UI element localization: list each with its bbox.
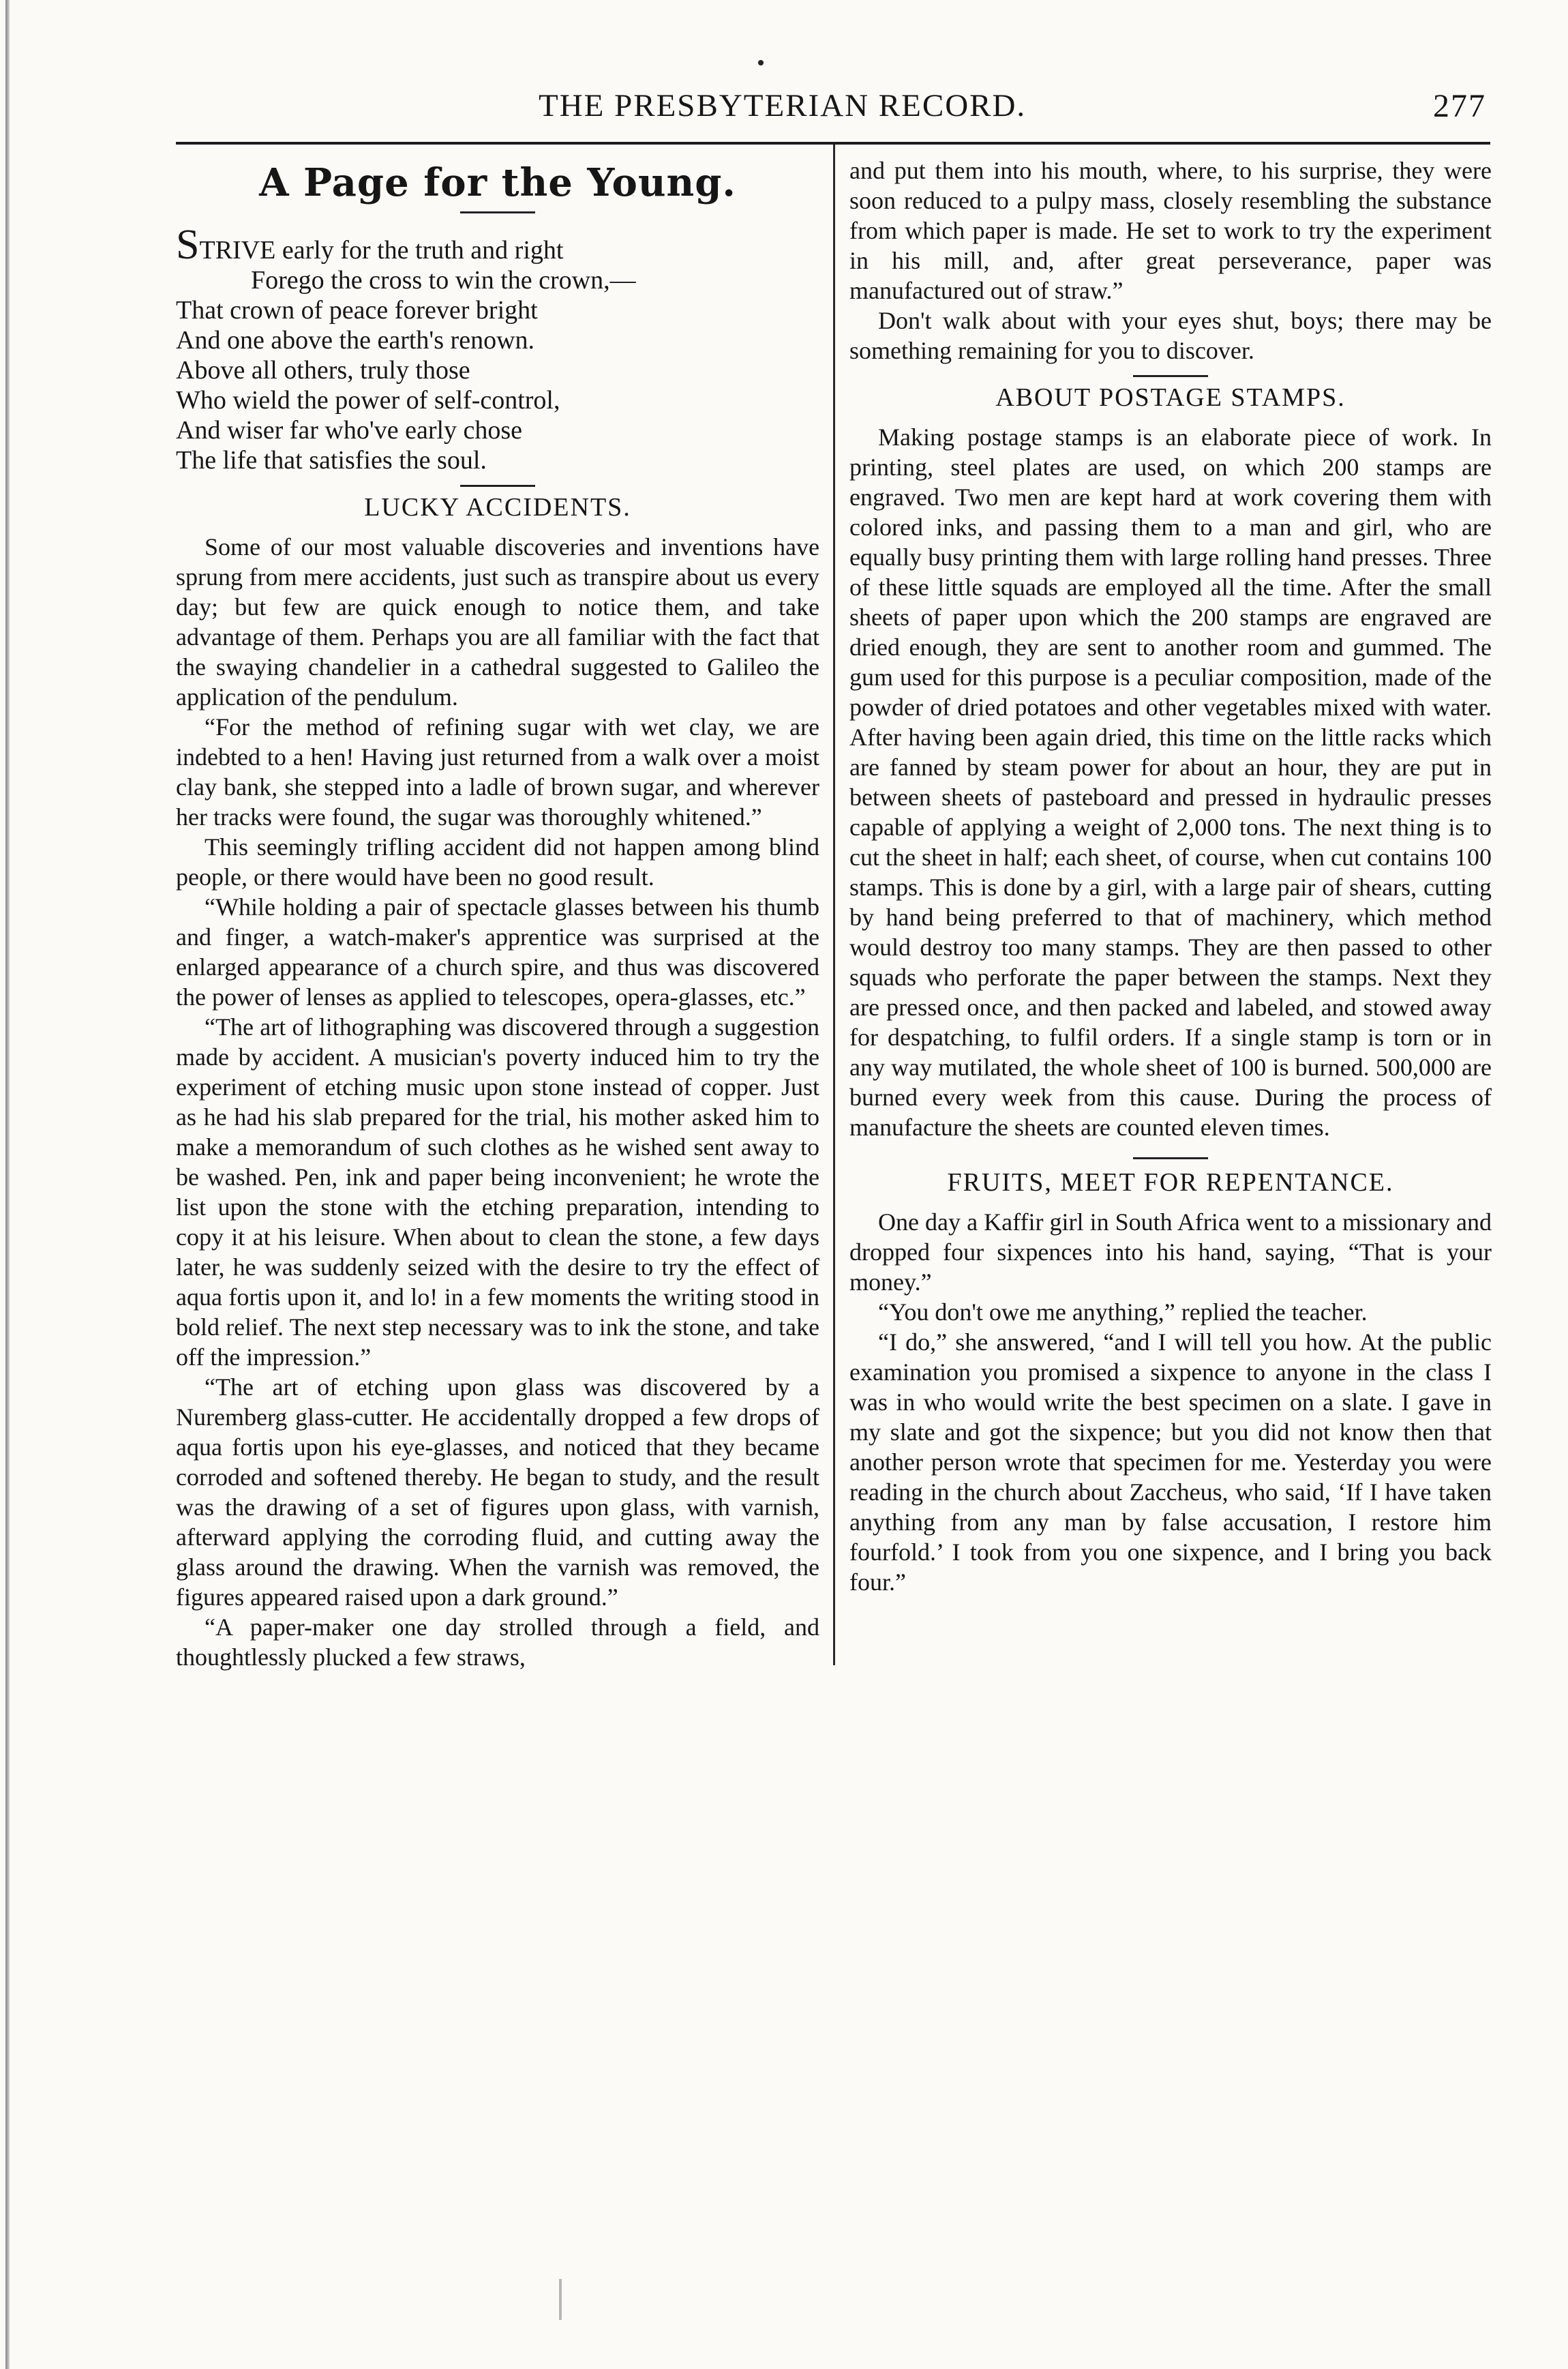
print-artifact <box>559 2279 562 2320</box>
postage-stamps-heading: ABOUT POSTAGE STAMPS. <box>995 383 1346 412</box>
poem-line: That crown of peace forever bright <box>176 296 538 325</box>
poem-line: Forego the cross to win the crown,— <box>251 266 636 295</box>
paragraph: “You don't owe me anything,” replied the teacher. <box>878 1298 1368 1326</box>
fruits-heading: FRUITS, MEET FOR REPENTANCE. <box>947 1168 1394 1197</box>
poem <box>176 222 819 475</box>
paragraph: Some of our most valuable discoveries and inventions have sprung from mere accidents, just such as transpire about us every day; but few are quick enough to notice them, and take advantage of them. Perhaps you are all familiar with the fact that the swaying chandelier in a cathedral suggested to Galileo the application of the pendulum. <box>176 533 819 711</box>
left-column <box>176 155 819 1683</box>
paragraph: “I do,” she answered, “and I will tell you how. At the public examination you promised a sixpence to anyone in the class I was in who would write the best specimen on a slate. I gave in my slate and got the sixpence; but you did not know then that another person wrote that specimen for me. Yesterday you were reading in the church about Zaccheus, who said, ‘If I have taken anything from any man by false accusation, I restore him fourfold.’ I took from you one sixpence, and I bring you back four.” <box>849 1328 1492 1596</box>
poem-line: Who wield the power of self-control, <box>176 386 560 415</box>
title-rule <box>460 211 535 213</box>
paragraph: One day a Kaffir girl in South Africa went to a missionary and dropped four sixpences into his hand, saying, “That is your money.” <box>849 1208 1492 1296</box>
section-divider <box>460 485 535 487</box>
paragraph: Don't walk about with your eyes shut, boys; there may be something remaining for you to discover. <box>849 307 1492 364</box>
printer-mark <box>758 60 764 65</box>
paragraph: “A paper-maker one day strolled through a field, and thoughtlessly plucked a few straws, <box>176 1613 819 1671</box>
binding-edge <box>5 0 10 2369</box>
lucky-accidents-heading: LUCKY ACCIDENTS. <box>364 493 631 522</box>
section-divider <box>1133 375 1208 377</box>
poem-line: Above all others, truly those <box>176 356 470 385</box>
page-number: 277 <box>1433 88 1486 124</box>
running-header <box>177 80 1486 135</box>
paragraph: and put them into his mouth, where, to his surprise, they were soon reduced to a pulpy mass, closely resembling the substance from which paper is made. He set to work to try the experiment in his mill, and, after great perseverance, paper was manufactured out of straw.” <box>849 157 1492 304</box>
paragraph: “The art of etching upon glass was discovered by a Nuremberg glass-cutter. He accidentally dropped a few drops of aqua fortis upon his eye-glasses, and noticed that they became corroded and softened thereby. He began to study, and the result was the drawing of a set of figures upon glass, with varnish, afterward applying the corroding fluid, and cutting away the glass around the drawing. When the varnish was removed, the figures appeared raised upon a dark ground.” <box>176 1373 819 1611</box>
poem-line: STRIVE early for the truth and right <box>176 222 564 268</box>
drop-cap: S <box>176 222 200 268</box>
poem-line: And one above the earth's renown. <box>176 326 535 355</box>
paragraph: This seemingly trifling accident did not happen among blind people, or there would have been no good result. <box>176 833 819 891</box>
journal-title: THE PRESBYTERIAN RECORD. <box>539 88 1027 123</box>
poem-line: And wiser far who've early chose <box>176 416 523 445</box>
paragraph: “For the method of refining sugar with wet clay, we are indebted to a hen! Having just returned from a walk over a moist clay bank, she stepped into a ladle of brown sugar, and wherever her tracks were found, the sugar was thoroughly whitened.” <box>176 713 819 831</box>
section-divider <box>1133 1157 1208 1159</box>
paragraph: “The art of lithographing was discovered through a suggestion made by accident. A musician's poverty induced him to try the experiment of etching music upon stone instead of copper. Just as he had his slab prepared for the trial, his mother asked him to make a memorandum of such clothes as he wished sent away to be washed. Pen, ink and paper being inconvenient; he wrote the list upon the stone with the etching preparation, intending to copy it at his leisure. When about to clean the stone, a few days later, he was suddenly seized with the desire to try the effect of aqua fortis upon it, and lo! in a few moments the writing stood in bold relief. The next step necessary was to ink the stone, and take off the impression.” <box>176 1013 819 1371</box>
paragraph: “While holding a pair of spectacle glasses between his thumb and finger, a watch-maker's apprentice was surprised at the enlarged appearance of a church spire, and thus was discovered the power of lenses as applied to telescopes, opera-glasses, etc.” <box>176 893 819 1011</box>
column-rule <box>833 145 835 1665</box>
section-title: A Page for the Young. <box>259 160 736 205</box>
right-column <box>849 155 1492 1683</box>
paragraph: Making postage stamps is an elaborate piece of work. In printing, steel plates are used, on which 200 stamps are engraved. Two men are kept hard at work covering them with colored inks, and passing them to a man and girl, who are equally busy printing them with large rolling hand presses. Three of these little squads are employed all the time. After the small sheets of paper upon which the 200 stamps are engraved are dried enough, they are sent to another room and gummed. The gum used for this purpose is a peculiar composition, made of the powder of dried potatoes and other vegetables mixed with water. After having been again dried, this time on the little racks which are fanned by steam power for about an hour, they are put in between sheets of pasteboard and pressed in hydraulic presses capable of applying a weight of 2,000 tons. The next thing is to cut the sheet in half; each sheet, of course, when cut contains 100 stamps. This is done by a girl, with a large pair of shears, cutting by hand being preferred to that of machinery, which method would destroy too many stamps. They are then passed to other squads who perforate the paper between the stamps. Next they are pressed once, and then packed and labeled, and stowed away for despatching, to fulfil orders. If a single stamp is torn or in any way mutilated, the whole sheet of 100 is burned. 500,000 are burned every week from this cause. During the process of manufacture the sheets are counted eleven times. <box>849 423 1492 1141</box>
poem-line: The life that satisfies the soul. <box>176 446 487 475</box>
